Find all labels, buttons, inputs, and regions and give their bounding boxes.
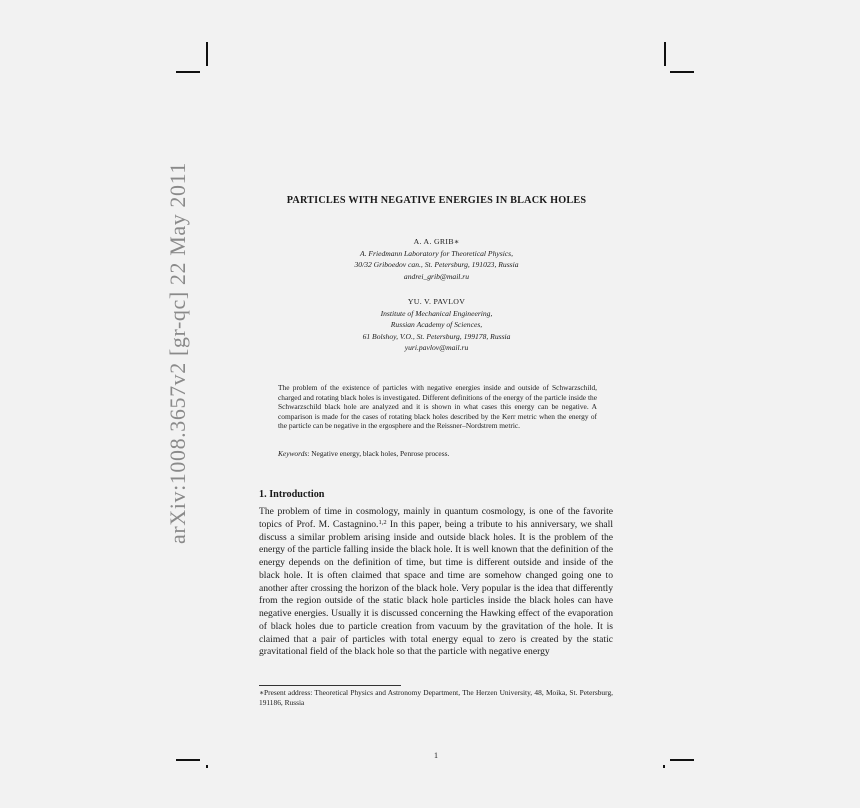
footnote-rule [259,685,401,686]
arxiv-stamp: arXiv:1008.3657v2 [gr-qc] 22 May 2011 [165,161,190,545]
intro-text-start: The problem of time in cosmology, mainly in quantum cosmology, is one of the favorite topics of Prof. M. Castagnino. [259,506,613,530]
author-affiliation-line: Institute of Mechanical Engineering, [380,308,493,318]
author-affiliation-line: A. Friedmann Laboratory for Theoretical Physics, [359,248,514,258]
author-block-2 [259,296,614,354]
crop-mark-bottom-left-h [176,759,200,761]
crop-mark-top-right-v [664,42,666,66]
section-heading: 1. Introduction [259,489,325,500]
crop-mark-bottom-right-h [670,759,694,761]
abstract: The problem of the existence of particles with negative energies inside and outside of Schwarzschild, charged and rotating black holes is investigated. Different definitions of the energy of the particle inside the Schwarzschild black hole are analyzed and it is shown in what cases this energy can be negative. A comparison is made for the cases of rotating black holes described by the Kerr metric when the energy of the particle can be negative in the ergosphere and the Reissner–Nordstrem metric. [278,383,597,431]
crop-mark-top-right-h [670,71,694,73]
crop-mark-bottom-right-dot [663,765,665,768]
crop-mark-top-left-h [176,71,200,73]
author-name: YU. V. PAVLOV [407,297,466,306]
author-affiliation-line: 61 Bolshoy, V.O., St. Petersburg, 199178, Russia [362,331,511,341]
crop-mark-bottom-left-dot [206,765,208,768]
intro-text-rest: In this paper, being a tribute to his anniversary, we shall discuss a similar problem arising inside and outside black holes. It is the problem of the energy of the particle falling inside the black hole. It is well known that the definition of the energy depends on the definition of time, but time is different outside and inside of the black hole. It is often claimed that space and time are somehow changed going one to another after crossing the horizon of the black hole. Very popular is the idea that differently from the region outside of the static black hole particles inside the black holes can have negative energies. Usually it is discussed concerning the Hawking effect of the evaporation of black holes due to particle creation from vacuum by the gravitation of the hole. It is claimed that a pair of particles with total energy equal to zero is created by the static gravitational field of the black hole so that the particle with negative energy [259,518,613,658]
keywords-label: Keywords [278,449,308,458]
keywords-text: : Negative energy, black holes, Penrose process. [307,449,450,458]
author-affiliation-line: Russian Academy of Sciences, [390,320,483,330]
footnote: ∗Present address: Theoretical Physics and Astronomy Department, The Herzen University, 48, Moika, St. Petersburg, 191186, Russia [259,688,613,708]
keywords [278,449,597,459]
author-affiliation-line: 30/32 Griboedov can., St. Petersburg, 191023, Russia [354,260,519,270]
page-number: 1 [434,751,438,760]
crop-mark-top-left-v [206,42,208,66]
author-email: yuri.pavlov@mail.ru [404,343,469,353]
citation-ref: 1,2 [378,518,387,526]
author-block-1 [259,236,614,282]
paper-title: PARTICLES WITH NEGATIVE ENERGIES IN BLACK HOLES [286,195,587,206]
intro-paragraph [259,506,613,659]
author-email: andrei_grib@mail.ru [403,271,470,281]
author-name: A. A. GRIB∗ [413,237,460,246]
